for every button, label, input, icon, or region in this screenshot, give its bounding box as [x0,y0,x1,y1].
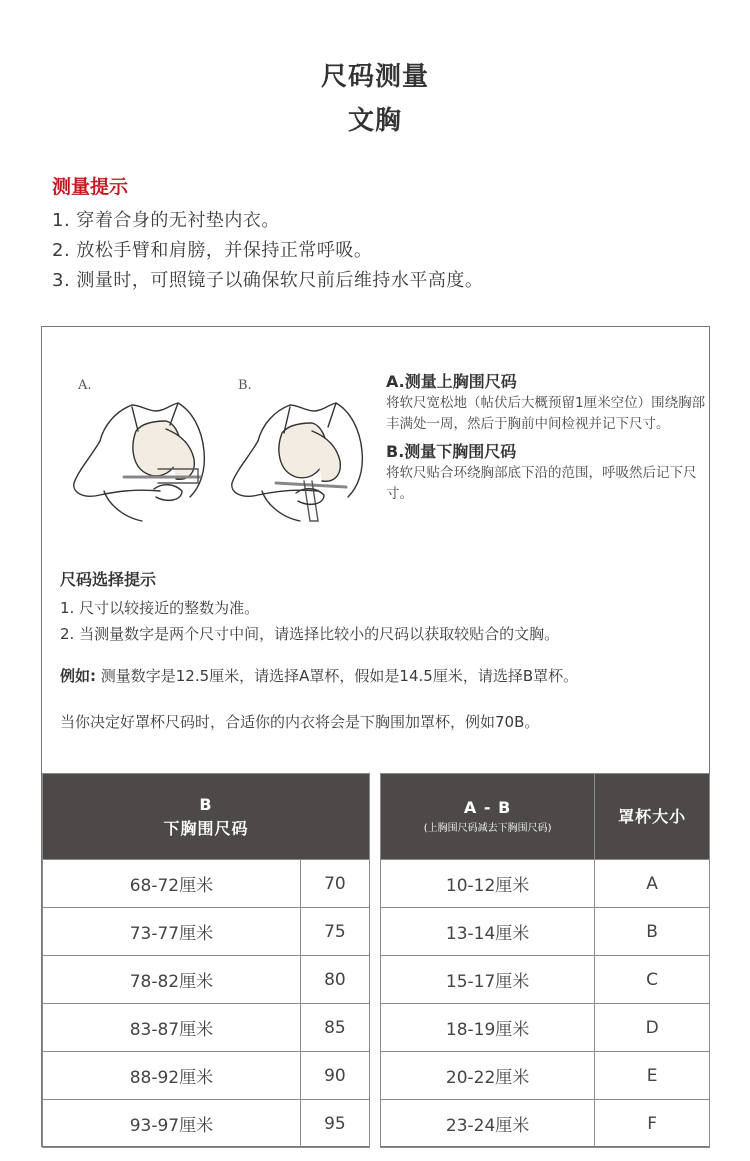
table-row [381,908,710,956]
cup-size: B [595,908,710,956]
tip-item: 3. 测量时，可照镜子以确保软尺前后维持水平高度。 [52,270,484,291]
table-row [43,908,370,956]
tip-item: 2. 放松手臂和肩膀，并保持正常呼吸。 [52,240,373,261]
selection-title: 尺码选择提示 [60,570,157,589]
band-size: 90 [300,1052,369,1100]
underbust-range: 68-72厘米 [43,860,301,908]
underbust-range: 78-82厘米 [43,956,301,1004]
measure-a-text: 将软尺宽松地（帖伏后大概预留1厘米空位）围绕胸部丰满处一周，然后于胸前中间检视并记下尺寸。 [386,395,706,432]
cup-size: C [595,956,710,1004]
band-size: 70 [300,860,369,908]
tips-list [52,206,483,296]
cup-header-label: 罩杯大小 [618,806,687,826]
table-row [43,860,370,908]
table-gap [370,773,380,1149]
table-row [381,1004,710,1052]
decide-note: 当你决定好罩杯尺码时，合适你的内衣将会是下胸围加罩杯，例如70B。 [60,713,540,731]
figure-b-icon [232,403,363,521]
size-guide-box [41,326,710,1147]
difference-header-sub: (上胸围尺码减去下胸围尺码) [423,822,552,834]
cup-size-table [380,773,710,1148]
difference-range: 15-17厘米 [381,956,595,1004]
difference-header [381,774,595,860]
cup-size: E [595,1052,710,1100]
measuring-illustration [70,371,370,531]
underbust-table [42,773,370,1148]
illustration-label-a: A. [78,378,92,393]
measure-b-text: 将软尺贴合环绕胸部底下沿的范围，呼吸然后记下尺寸。 [386,465,697,502]
measure-b-title: B.测量下胸围尺码 [386,442,517,461]
measure-a-title: A.测量上胸围尺码 [386,372,517,391]
table-row [43,1100,370,1148]
table-row [381,860,710,908]
table-row [43,1052,370,1100]
table-row [381,956,710,1004]
example-label: 例如: [60,667,96,685]
figure-a-icon [74,403,205,521]
table-row [43,1004,370,1052]
selection-list [60,595,559,647]
band-size: 85 [300,1004,369,1052]
cup-size: A [595,860,710,908]
tips-title: 测量提示 [52,176,129,198]
page-subtitle: 文胸 [347,106,402,136]
underbust-range: 73-77厘米 [43,908,301,956]
underbust-range: 83-87厘米 [43,1004,301,1052]
example-note [60,665,578,686]
underbust-range: 88-92厘米 [43,1052,301,1100]
table-row [381,1052,710,1100]
underbust-header-sub: 下胸围尺码 [163,818,249,838]
difference-range: 23-24厘米 [381,1100,595,1148]
cup-header [595,774,710,860]
underbust-header [43,774,370,860]
difference-range: 10-12厘米 [381,860,595,908]
band-size: 80 [300,956,369,1004]
measure-instructions [386,371,706,511]
difference-range: 20-22厘米 [381,1052,595,1100]
table-row [43,956,370,1004]
page-title: 尺码测量 [320,62,429,92]
selection-item: 2. 当测量数字是两个尺寸中间，请选择比较小的尺码以获取较贴合的文胸。 [60,625,560,643]
cup-size: F [595,1100,710,1148]
band-size: 95 [300,1100,369,1148]
underbust-header-main: B [199,794,213,814]
difference-header-main: A - B [463,797,512,817]
selection-item: 1. 尺寸以较接近的整数为准。 [60,599,260,617]
difference-range: 13-14厘米 [381,908,595,956]
illustration-label-b: B. [238,378,252,393]
table-row [381,1100,710,1148]
underbust-range: 93-97厘米 [43,1100,301,1148]
difference-range: 18-19厘米 [381,1004,595,1052]
tip-item: 1. 穿着合身的无衬垫内衣。 [52,210,280,231]
example-text: 测量数字是12.5厘米，请选择A罩杯，假如是14.5厘米，请选择B罩杯。 [96,667,579,685]
cup-size: D [595,1004,710,1052]
band-size: 75 [300,908,369,956]
